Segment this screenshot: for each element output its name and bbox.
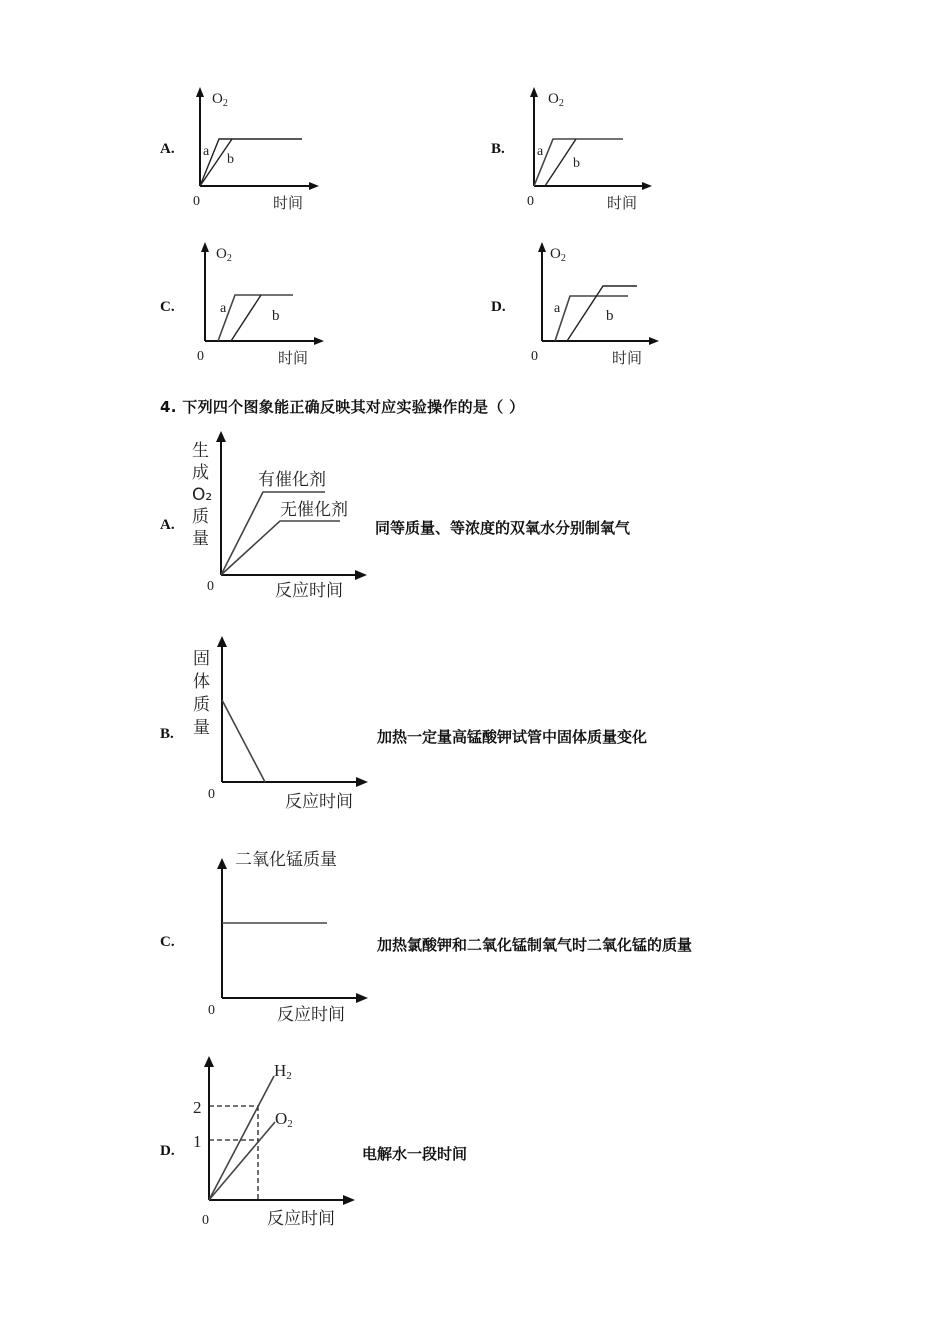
svg-text:质: 质 [192,507,209,527]
x-axis-arrow-icon [355,570,367,580]
curve-b [567,286,637,341]
svg-text:成: 成 [192,463,209,483]
x-axis-arrow-icon [642,182,652,190]
chart-4c [185,838,385,1028]
y-axis-label: $O_2$ [548,91,564,109]
origin-label: 0 [527,194,534,209]
tick-label-1: 1 [193,1132,202,1151]
label-without-catalyst: 无催化剂 [280,500,348,520]
y-axis-arrow-icon [201,242,209,252]
x-axis-arrow-icon [356,993,368,1003]
chart-3b [518,85,668,215]
option-letter-3a: A. [160,141,175,157]
x-axis-label: 反应时间 [275,581,343,601]
x-axis-arrow-icon [309,182,319,190]
origin-label: 0 [207,579,214,594]
option-letter-3c: C. [160,299,175,315]
y-axis-label: $O_2$ [212,91,228,109]
y-axis-label: $O_2$ [216,246,232,264]
curve-a-label: a [554,301,561,316]
curve-a-label: a [537,144,544,159]
origin-label: 0 [531,349,538,364]
origin-label: 0 [197,349,204,364]
curve-a-label: a [203,144,210,159]
y-axis-arrow-icon [530,87,538,97]
chart-4d [185,1052,385,1242]
y-axis-label [193,649,210,738]
x-axis-label: 时间 [273,194,304,212]
chart-4b [185,632,385,822]
y-axis-label: $O_2$ [550,246,566,264]
option-letter-4c: C. [160,934,175,950]
curve-h2 [209,1076,274,1200]
origin-label: 0 [208,787,215,802]
svg-text:量: 量 [193,718,210,738]
x-axis-label: 时间 [607,194,638,212]
curve-a [218,295,293,341]
option-letter-4a: A. [160,517,175,533]
curve-b-label: b [272,308,280,324]
x-axis-label: 时间 [612,349,643,367]
option-letter-4b: B. [160,726,174,742]
x-axis-label: 时间 [278,349,309,367]
y-axis-arrow-icon [204,1056,214,1067]
chart-4a [185,428,385,608]
origin-label: 0 [208,1003,215,1018]
x-axis-label: 反应时间 [267,1209,335,1229]
option-letter-3d: D. [491,299,506,315]
svg-text:量: 量 [192,529,209,549]
series-label-o2: O2 [275,1109,293,1130]
x-axis-label: 反应时间 [277,1005,345,1025]
tick-label-2: 2 [193,1098,202,1117]
x-axis-arrow-icon [343,1195,355,1205]
option-description-4d: 电解水一段时间 [362,1145,468,1163]
svg-text:生: 生 [192,441,209,461]
question-text: 下列四个图象能正确反映其对应实验操作的是（ ） [182,398,525,416]
x-axis-arrow-icon [356,777,368,787]
question-number: 4. [160,398,177,416]
x-axis-arrow-icon [314,337,324,345]
x-axis-label: 反应时间 [285,792,353,812]
svg-text:体: 体 [193,672,210,692]
curve-a-label: a [220,301,227,316]
curve-b [231,295,261,341]
chart-3d [525,240,675,370]
svg-text:O₂: O₂ [192,485,213,505]
svg-text:质: 质 [193,695,210,715]
chart-3c [190,240,340,370]
option-letter-4d: D. [160,1143,175,1159]
option-description-4a: 同等质量、等浓度的双氧水分别制氧气 [375,519,631,537]
y-axis-arrow-icon [217,858,227,869]
series-label-h2: H2 [274,1061,292,1082]
chart-3a [185,85,335,215]
option-letter-3b: B. [491,141,505,157]
curve-b-label: b [227,152,234,167]
curve-without-catalyst [221,521,340,575]
option-description-4b: 加热一定量高锰酸钾试管中固体质量变化 [377,728,648,746]
curve-b-label: b [573,156,580,171]
y-axis-label [192,441,212,549]
question-4-stem [160,396,524,417]
origin-label: 0 [202,1213,209,1228]
option-description-4c: 加热氯酸钾和二氧化锰制氧气时二氧化锰的质量 [377,936,693,954]
x-axis-arrow-icon [649,337,659,345]
y-axis-label: 二氧化锰质量 [235,850,337,870]
curve-b-label: b [606,308,614,324]
label-with-catalyst: 有催化剂 [258,470,326,490]
origin-label: 0 [193,194,200,209]
y-axis-arrow-icon [217,636,227,647]
y-axis-arrow-icon [538,242,546,252]
y-axis-arrow-icon [196,87,204,97]
y-axis-arrow-icon [216,431,226,442]
curve-o2 [209,1122,275,1200]
curve-solid-mass [222,700,265,782]
svg-text:固: 固 [193,649,210,669]
